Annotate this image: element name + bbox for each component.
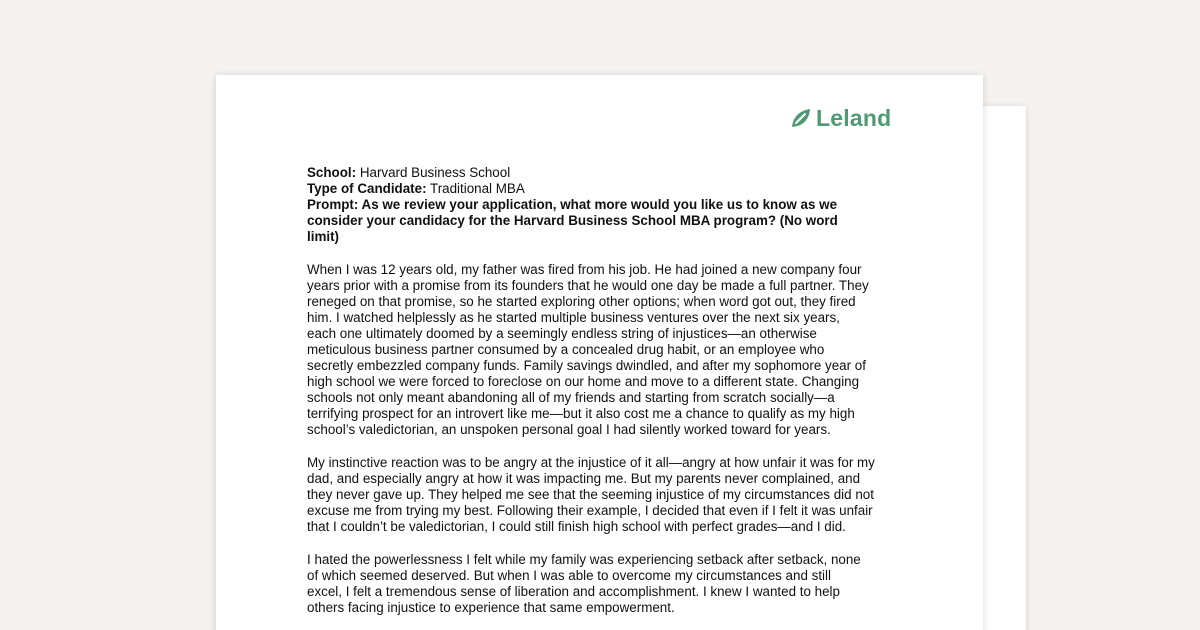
paragraph-line: they never gave up. They helped me see that the seeming injustice of my circumstances did not bbox=[307, 487, 874, 502]
paragraph-line: excuse me from trying my best. Following their example, I decided that even if I felt it was unfair bbox=[307, 503, 873, 518]
paragraph-line: My instinctive reaction was to be angry at the injustice of it all—angry at how unfair it was for my bbox=[307, 455, 875, 470]
paragraph-line: I hated the powerlessness I felt while my family was experiencing setback after setback, none bbox=[307, 552, 861, 567]
paragraph-line: others facing injustice to experience that same empowerment. bbox=[307, 600, 675, 615]
candidate-type-line bbox=[307, 181, 907, 197]
essay-paragraph-3 bbox=[307, 552, 907, 616]
paragraph-line: dad, and especially angry at how it was impacting me. But my parents never complained, and bbox=[307, 471, 861, 486]
paragraph-line: excel, I felt a tremendous sense of liberation and accomplishment. I knew I wanted to help bbox=[307, 584, 840, 599]
paragraph-line: of which seemed deserved. But when I was able to overcome my circumstances and still bbox=[307, 568, 831, 583]
paragraph-line: that I couldn’t be valedictorian, I could still finish high school with perfect grades—and I did. bbox=[307, 519, 846, 534]
paragraph-line: him. I watched helplessly as he started multiple business ventures over the next six years, bbox=[307, 310, 840, 325]
paragraph-line: high school we were forced to foreclose on our home and move to a different state. Changing bbox=[307, 374, 860, 389]
leaf-icon bbox=[790, 107, 812, 129]
leland-logo bbox=[790, 103, 891, 133]
paragraph-line: reneged on that promise, so he started exploring other options; when word got out, they fired bbox=[307, 294, 856, 309]
essay-paragraph-1 bbox=[307, 262, 907, 438]
paragraph-line: each one ultimately doomed by a seemingly endless string of injustices—an otherwise bbox=[307, 326, 817, 341]
school-value: Harvard Business School bbox=[356, 165, 511, 180]
essay-paragraph-2 bbox=[307, 455, 907, 535]
candidate-type-label: Type of Candidate: bbox=[307, 181, 427, 196]
paragraph-line: When I was 12 years old, my father was fired from his job. He had joined a new company four bbox=[307, 262, 862, 277]
candidate-type-value: Traditional MBA bbox=[426, 181, 525, 196]
brand-name: Leland bbox=[816, 104, 892, 131]
paragraph-line: years prior with a promise from its founders that he would one day be made a full partner. They bbox=[307, 278, 869, 293]
essay-document-page bbox=[216, 75, 983, 630]
paragraph-line: school’s valedictorian, an unspoken personal goal I had silently worked toward for years. bbox=[307, 422, 831, 437]
essay-body bbox=[307, 165, 907, 616]
school-label: School: bbox=[307, 165, 357, 180]
paragraph-line: secretly embezzled company funds. Family savings dwindled, and after my sophomore year of bbox=[307, 358, 866, 373]
school-line bbox=[307, 165, 907, 181]
essay-prompt: Prompt: As we review your application, what more would you like us to know as we consider your candidacy for the Harvard Business School MBA program? (No word limit) bbox=[307, 197, 838, 244]
paragraph-line: schools not only meant abandoning all of my friends and starting from scratch socially—a bbox=[307, 390, 835, 405]
paragraph-line: meticulous business partner consumed by a concealed drug habit, or an employee who bbox=[307, 342, 825, 357]
paragraph-line: terrifying prospect for an introvert like me—but it also cost me a chance to qualify as my high bbox=[307, 406, 855, 421]
